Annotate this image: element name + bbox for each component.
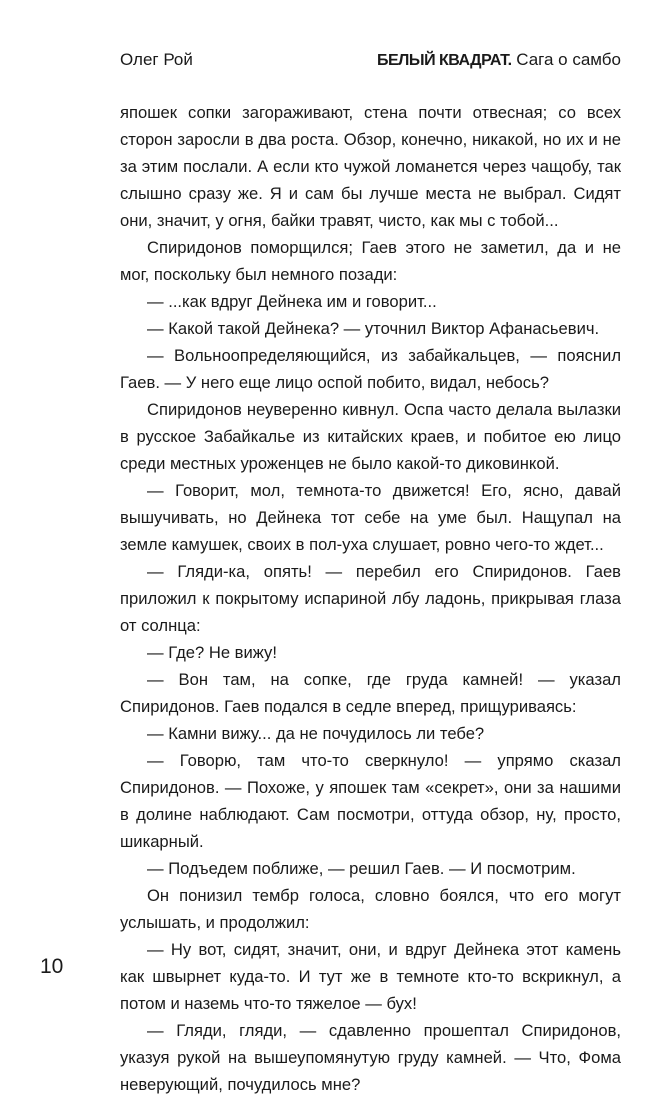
- paragraph: — Вон там, на сопке, где груда камней! — указал Спиридонов. Гаев подался в седле вперед, прищуриваясь:: [120, 670, 621, 716]
- paragraph: — Вольноопределяющийся, из забайкальцев, — пояснил Гаев. — У него еще лицо оспой побито, видал, небось?: [120, 346, 621, 392]
- paragraph: — Какой такой Дейнека? — уточнил Виктор Афанасьевич.: [147, 319, 600, 338]
- paragraph: — Гляди, гляди, — сдавленно прошептал Спиридонов, указуя рукой на вышеупомянутую груду камней. — Что, Фома неверующий, почудилось мне?: [120, 1021, 621, 1094]
- paragraph: япошек сопки загораживают, стена почти отвесная; со всех сторон заросли в два роста. Обзор, конечно, никакой, но их и не за этим послали. А если кто чужой ломанется через чащобу, так слышно сразу же. Я и сам бы лучше места не выбрал. Сидят они, значит, у огня, байки травят, чисто, как мы с тобой...: [120, 103, 621, 230]
- paragraph: — Камни вижу... да не почудилось ли тебе?: [147, 724, 485, 743]
- header-author: Олег Рой: [120, 50, 193, 69]
- paragraph: Спиридонов поморщился; Гаев этого не заметил, да и не мог, поскольку был немного позади:: [120, 238, 621, 284]
- header-book-subtitle: Сага о самбо: [511, 50, 621, 69]
- paragraph: — Ну вот, сидят, значит, они, и вдруг Дейнека этот камень как швырнет куда-то. И тут же в темноте кто-то вскрикнул, а потом и наземь что-то тяжелое — бух!: [120, 940, 621, 1013]
- header-book-title-main: БЕЛЫЙ КВАДРАТ.: [377, 52, 512, 69]
- paragraph: Он понизил тембр голоса, словно боялся, что его могут услышать, и продолжил:: [120, 886, 621, 932]
- paragraph: Спиридонов неуверенно кивнул. Оспа часто делала вылазки в русское Забайкалье из китайских краев, и побитое ею лицо среди местных уроженцев не было какой-то диковинкой.: [120, 400, 621, 473]
- paragraph: — Гляди-ка, опять! — перебил его Спиридонов. Гаев приложил к покрытому испариной лбу ладонь, прикрывая глаза от солнца:: [120, 562, 621, 635]
- paragraph: — Говорю, там что-то сверкнуло! — упрямо сказал Спиридонов. — Похоже, у япошек там «секрет», они за нашими в долине наблюдают. Сам посмотри, оттуда обзор, ну, просто, шикарный.: [120, 751, 621, 851]
- paragraph: — Говорит, мол, темнота-то движется! Его, ясно, давай вышучивать, но Дейнека тот себе на уме был. Нащупал на земле камушек, своих в пол-уха слушает, ровно чего-то ждет...: [120, 481, 621, 554]
- body-text: [120, 99, 621, 1098]
- header-book-title: [377, 50, 621, 70]
- paragraph: — ...как вдруг Дейнека им и говорит...: [147, 292, 437, 311]
- paragraph: — Подъедем поближе, — решил Гаев. — И посмотрим.: [147, 859, 576, 878]
- running-head: [120, 50, 621, 70]
- paragraph: — Где? Не вижу!: [147, 643, 277, 662]
- page-number: 10: [40, 955, 64, 978]
